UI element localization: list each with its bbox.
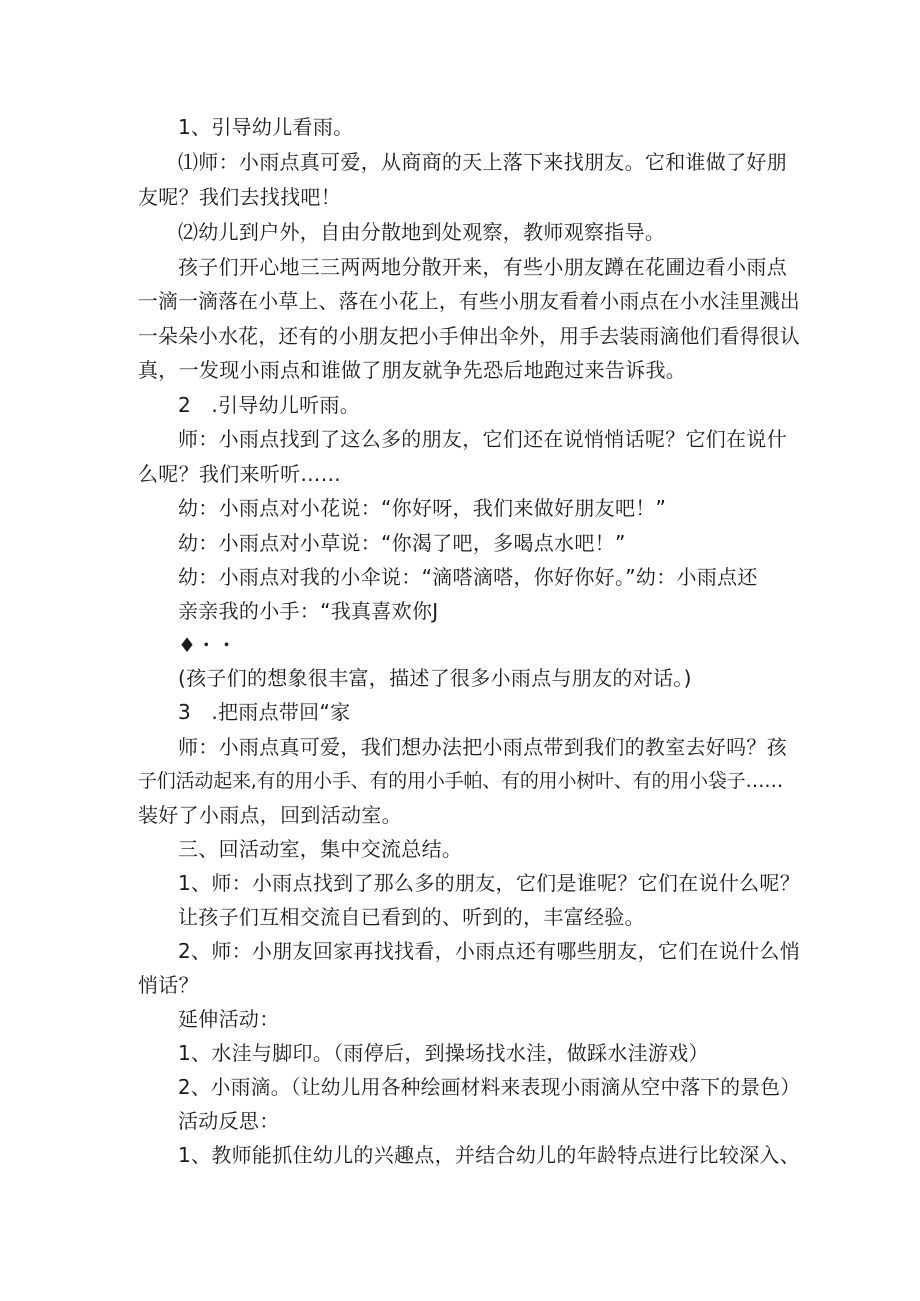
text-line-3: 友呢？我们去找找吧！ bbox=[138, 185, 341, 209]
text-line-19: 师：小雨点真可爱，我们想办法把小雨点带到我们的教室去好吗？孩 bbox=[178, 735, 787, 759]
text-line-25: 2、师：小朋友回家再找找看，小雨点还有哪些朋友，它们在说什么悄 bbox=[178, 939, 801, 963]
text-line-7: 一朵朵小水花，还有的小朋友把小手伸出伞外，用手去装雨滴他们看得很认 bbox=[138, 324, 800, 348]
text-line-14: 幼：小雨点对我的小伞说：“滴嗒滴嗒，你好你好。”幼：小雨点还 bbox=[178, 565, 758, 589]
text-line-11: 么呢？我们来听听…… bbox=[138, 462, 341, 486]
text-line-20: 子们活动起来,有的用小手、有的用小手帕、有的用小树叶、有的用小袋子…… bbox=[138, 770, 784, 792]
text-line-5: 孩子们开心地三三两两地分散开来，有些小朋友蹲在花圃边看小雨点 bbox=[178, 255, 787, 279]
text-line-26: 悄话？ bbox=[138, 973, 199, 997]
text-line-17: (孩子们的想象很丰富，描述了很多小雨点与朋友的对话。) bbox=[178, 666, 692, 690]
text-line-9: 2 .引导幼儿听雨。 bbox=[178, 393, 361, 417]
text-line-22: 三、回活动室，集中交流总结。 bbox=[178, 837, 463, 861]
text-line-28: 1、水洼与脚印。（雨停后，到操场找水洼，做踩水洼游戏） bbox=[178, 1041, 709, 1065]
text-line-23: 1、师：小雨点找到了那么多的朋友，它们是谁呢？它们在说什么呢？ bbox=[178, 871, 801, 895]
text-line-29: 2、小雨滴。（让幼儿用各种绘画材料来表现小雨滴从空中落下的景色） bbox=[178, 1075, 801, 1099]
text-line-21: 装好了小雨点，回到活动室。 bbox=[138, 803, 402, 827]
text-line-12: 幼：小雨点对小花说：“你好呀，我们来做好朋友吧！” bbox=[178, 496, 667, 520]
text-line-15: 亲亲我的小手：“我真喜欢你J bbox=[178, 599, 439, 623]
text-line-16: ♦・・ bbox=[178, 633, 237, 657]
text-line-1: 1、引导幼儿看雨。 bbox=[178, 115, 354, 139]
text-line-4: ⑵幼儿到户外，自由分散地到处观察，教师观察指导。 bbox=[178, 220, 666, 244]
text-line-8: 真，一发现小雨点和谁做了朋友就争先恐后地跑过来告诉我。 bbox=[138, 358, 687, 382]
text-line-18: 3 .把雨点带回“家 bbox=[178, 700, 351, 724]
text-line-30: 活动反思： bbox=[178, 1109, 280, 1133]
text-line-13: 幼：小雨点对小草说：“你渴了吧，多喝点水吧！” bbox=[178, 531, 626, 555]
text-line-6: 一滴一滴落在小草上、落在小花上，有些小朋友看着小雨点在小水洼里溅出 bbox=[138, 289, 800, 313]
text-line-10: 师：小雨点找到了这么多的朋友，它们还在说悄悄话呢？它们在说什 bbox=[178, 427, 787, 451]
text-line-31: 1、教师能抓住幼儿的兴趣点，并结合幼儿的年龄特点进行比较深入、 bbox=[178, 1143, 801, 1167]
text-line-24: 让孩子们互相交流自已看到的、听到的，丰富经验。 bbox=[178, 905, 645, 929]
text-line-27: 延伸活动： bbox=[178, 1007, 280, 1031]
text-line-2: ⑴师：小雨点真可爱，从商商的天上落下来找朋友。它和谁做了好朋 bbox=[178, 150, 787, 174]
